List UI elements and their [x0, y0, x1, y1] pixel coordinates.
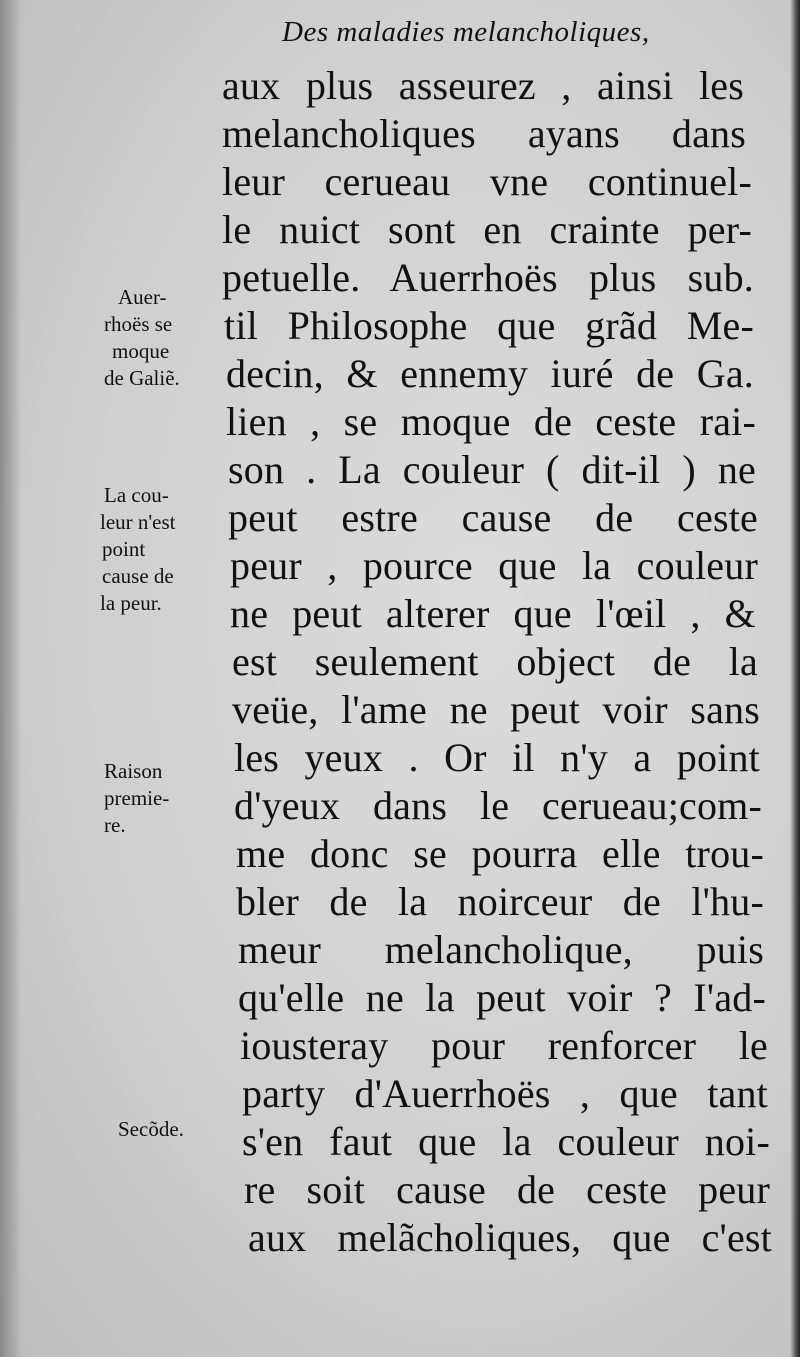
marginal-note-line: point: [102, 537, 146, 561]
marginal-note-line: de Galiẽ.: [104, 366, 180, 390]
text-line: leur cerueau vne continuel-: [222, 159, 752, 204]
marginal-note: [104, 758, 224, 839]
marginal-note-line: la peur.: [100, 591, 162, 615]
text-line: meur melancholique, puis: [238, 927, 764, 972]
text-line: ne peut alterer que l'œil , &: [230, 591, 756, 636]
text-line: melancholiques ayans dans: [222, 111, 746, 156]
text-line: est seulement object de la: [232, 639, 758, 684]
gutter-shadow: [0, 0, 22, 1357]
text-line: me donc se pourra elle trou-: [236, 831, 764, 876]
text-line: s'en faut que la couleur noi-: [242, 1119, 770, 1164]
marginal-note-line: cause de: [102, 564, 174, 588]
text-line: les yeux . Or il n'y a point: [234, 735, 760, 780]
page-edge: [790, 0, 800, 1357]
marginal-note-line: premie-: [104, 786, 170, 810]
text-line: le nuict sont en crainte per-: [222, 207, 752, 252]
marginal-note-line: rhoës se: [104, 312, 173, 336]
text-line: re soit cause de ceste peur: [244, 1167, 770, 1212]
text-line: d'yeux dans le cerueau;com-: [234, 783, 762, 828]
text-line: peut estre cause de ceste: [228, 495, 758, 540]
text-line: aux plus asseurez , ainsi les: [222, 63, 744, 108]
text-line: qu'elle ne la peut voir ? I'ad-: [238, 975, 766, 1020]
text-line: lien , se moque de ceste rai-: [226, 399, 756, 444]
text-line: veüe, l'ame ne peut voir sans: [232, 687, 760, 732]
marginal-note-line: Secõde.: [118, 1117, 184, 1141]
marginal-note-line: Raison: [104, 759, 163, 783]
text-line: petuelle. Auerrhoës plus sub.: [222, 255, 754, 300]
running-head: Des maladies melancholiques,: [282, 16, 650, 48]
text-line: aux melãcholiques, que c'est: [248, 1215, 772, 1260]
text-line: bler de la noirceur de l'hu-: [236, 879, 764, 924]
marginal-note-line: leur n'est: [100, 510, 176, 534]
marginal-note-line: La cou-: [104, 483, 169, 507]
text-line: party d'Auerrhoës , que tant: [242, 1071, 768, 1116]
marginal-note-line: re.: [104, 813, 126, 837]
text-line: iousteray pour renforcer le: [240, 1023, 768, 1068]
text-line: peur , pource que la couleur: [230, 543, 758, 588]
text-line: decin, & ennemy iuré de Ga.: [226, 351, 754, 396]
marginal-note: [100, 482, 220, 617]
text-line: til Philosophe que grãd Me-: [224, 303, 754, 348]
text-line: son . La couleur ( dit-il ) ne: [228, 447, 756, 492]
marginal-note-line: moque: [112, 339, 170, 363]
marginal-note: [104, 284, 224, 392]
marginal-note: [118, 1116, 238, 1143]
marginal-note-line: Auer-: [118, 285, 167, 309]
